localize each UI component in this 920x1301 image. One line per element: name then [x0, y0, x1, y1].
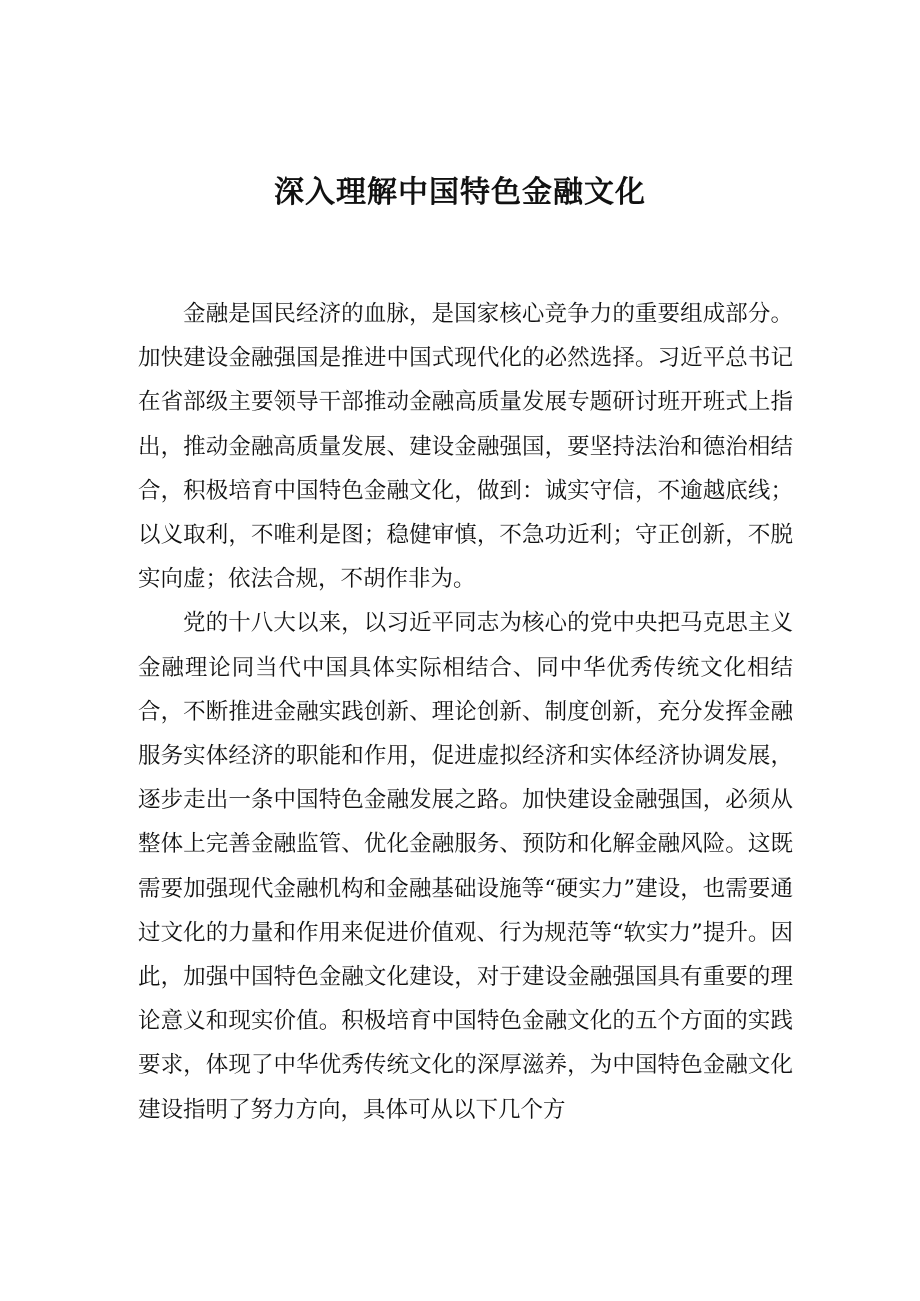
paragraph-2: 党的十八大以来，以习近平同志为核心的党中央把马克思主义金融理论同当代中国具体实际相结合、同中华优秀传统文化相结合，不断推进金融实践创新、理论创新、制度创新，充分发挥金融服务实体经济的职能和作用，促进虚拟经济和实体经济协调发展，逐步走出一条中国特色金融发展之路。加快建设金融强国，必须从整体上完善金融监管、优化金融服务、预防和化解金融风险。这既需要加强现代金融机构和金融基础设施等“硬实力”建设，也需要通过文化的力量和作用来促进价值观、行为规范等“软实力”提升。因此，加强中国特色金融文化建设，对于建设金融强国具有重要的理论意义和现实价值。积极培育中国特色金融文化的五个方面的实践要求，体现了中华优秀传统文化的深厚滋养，为中国特色金融文化建设指明了努力方向，具体可从以下几个方: [138, 610, 793, 1123]
document-title: 深入理解中国特色金融文化: [274, 175, 646, 210]
document-body: [138, 292, 793, 1132]
paragraph-1: 金融是国民经济的血脉，是国家核心竞争力的重要组成部分。加快建设金融强国是推进中国式现代化的必然选择。习近平总书记在省部级主要领导干部推动金融高质量发展专题研讨班开班式上指出，推动金融高质量发展、建设金融强国，要坚持法治和德治相结合，积极培育中国特色金融文化，做到：诚实守信，不逾越底线；以义取利，不唯利是图；稳健审慎，不急功近利；守正创新，不脱实向虚；依法合规，不胡作非为。: [138, 301, 793, 593]
